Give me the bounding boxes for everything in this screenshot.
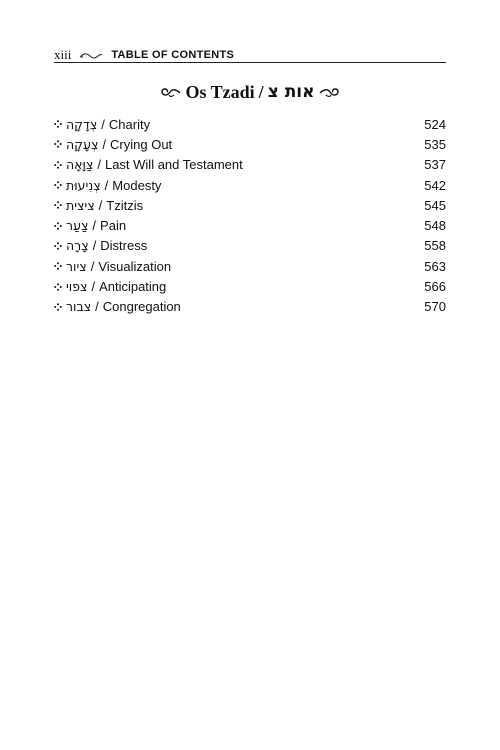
- entry-hebrew: צָרָה: [66, 238, 89, 254]
- section-title-separator: /: [258, 81, 264, 102]
- entry-page-number: 542: [424, 177, 446, 193]
- entry-separator: /: [92, 218, 97, 234]
- entry-page-number: 570: [424, 299, 446, 315]
- four-dot-diamond-icon: [54, 283, 62, 291]
- entry-title: Anticipating: [99, 279, 167, 295]
- entry-separator: /: [92, 238, 97, 254]
- toc-entry[interactable]: [54, 236, 446, 256]
- entry-hebrew: צפוי: [66, 279, 88, 295]
- entry-separator: /: [98, 197, 103, 213]
- flourish-icon: [79, 52, 103, 60]
- entry-title: Visualization: [98, 258, 172, 274]
- entry-separator: /: [102, 136, 107, 152]
- entry-hebrew: צְעָקָה: [66, 136, 99, 152]
- toc-entry[interactable]: [54, 256, 446, 276]
- page-folio: xiii: [54, 47, 72, 62]
- section-title-hebrew: אות צ: [267, 82, 315, 102]
- entry-title: Pain: [100, 218, 127, 234]
- running-title: TABLE OF CONTENTS: [111, 49, 235, 61]
- swash-right-icon: [319, 86, 341, 98]
- four-dot-diamond-icon: [54, 161, 62, 169]
- entry-hebrew: צְדָקָה: [66, 116, 98, 132]
- entry-hebrew: צְנִיעוּת: [66, 177, 101, 193]
- header-rule: [54, 62, 446, 63]
- section-heading: [54, 80, 446, 104]
- entry-separator: /: [97, 157, 101, 173]
- entry-page-number: 558: [424, 238, 446, 254]
- four-dot-diamond-icon: [54, 242, 62, 250]
- four-dot-diamond-icon: [54, 222, 62, 230]
- entry-hebrew: ציור: [66, 258, 87, 274]
- entry-hebrew: צבור: [66, 299, 92, 315]
- entry-title: Charity: [108, 116, 151, 132]
- entry-page-number: 563: [424, 258, 446, 274]
- toc-entry[interactable]: [54, 155, 446, 175]
- entry-title: Distress: [100, 238, 148, 254]
- four-dot-diamond-icon: [54, 120, 62, 128]
- four-dot-diamond-icon: [54, 201, 62, 209]
- toc-entry[interactable]: [54, 215, 446, 235]
- swash-left-icon: [159, 86, 181, 98]
- entry-page-number: 548: [424, 218, 446, 234]
- entry-page-number: 537: [424, 157, 446, 173]
- entry-separator: /: [95, 299, 99, 315]
- four-dot-diamond-icon: [54, 303, 62, 311]
- entry-page-number: 524: [424, 116, 446, 132]
- entry-title: Congregation: [102, 299, 181, 315]
- entry-title: Crying Out: [110, 136, 173, 152]
- toc-entry[interactable]: [54, 195, 446, 215]
- entry-page-number: 566: [424, 279, 446, 295]
- entry-page-number: 545: [424, 197, 446, 213]
- entry-title: Modesty: [112, 177, 162, 193]
- entry-page-number: 535: [424, 136, 446, 152]
- section-title-latin: Os Tzadi: [185, 81, 255, 102]
- four-dot-diamond-icon: [54, 140, 62, 148]
- entry-separator: /: [91, 279, 96, 295]
- four-dot-diamond-icon: [54, 262, 62, 270]
- four-dot-diamond-icon: [54, 181, 62, 189]
- toc-entry[interactable]: [54, 114, 446, 134]
- entry-hebrew: צַוָּאָה: [66, 157, 94, 173]
- running-head: [54, 44, 446, 62]
- entry-separator: /: [90, 258, 95, 274]
- entry-separator: /: [101, 116, 105, 132]
- entry-hebrew: צַעַר: [66, 218, 89, 234]
- entry-hebrew: ציצית: [66, 197, 95, 213]
- toc-entry[interactable]: [54, 276, 446, 296]
- toc-entry[interactable]: [54, 175, 446, 195]
- toc-entry[interactable]: [54, 297, 446, 317]
- entry-separator: /: [104, 177, 109, 193]
- toc-entry[interactable]: [54, 134, 446, 154]
- entry-title: Last Will and Testament: [104, 157, 243, 173]
- entry-title: Tzitzis: [106, 197, 144, 213]
- toc-list: [54, 114, 446, 317]
